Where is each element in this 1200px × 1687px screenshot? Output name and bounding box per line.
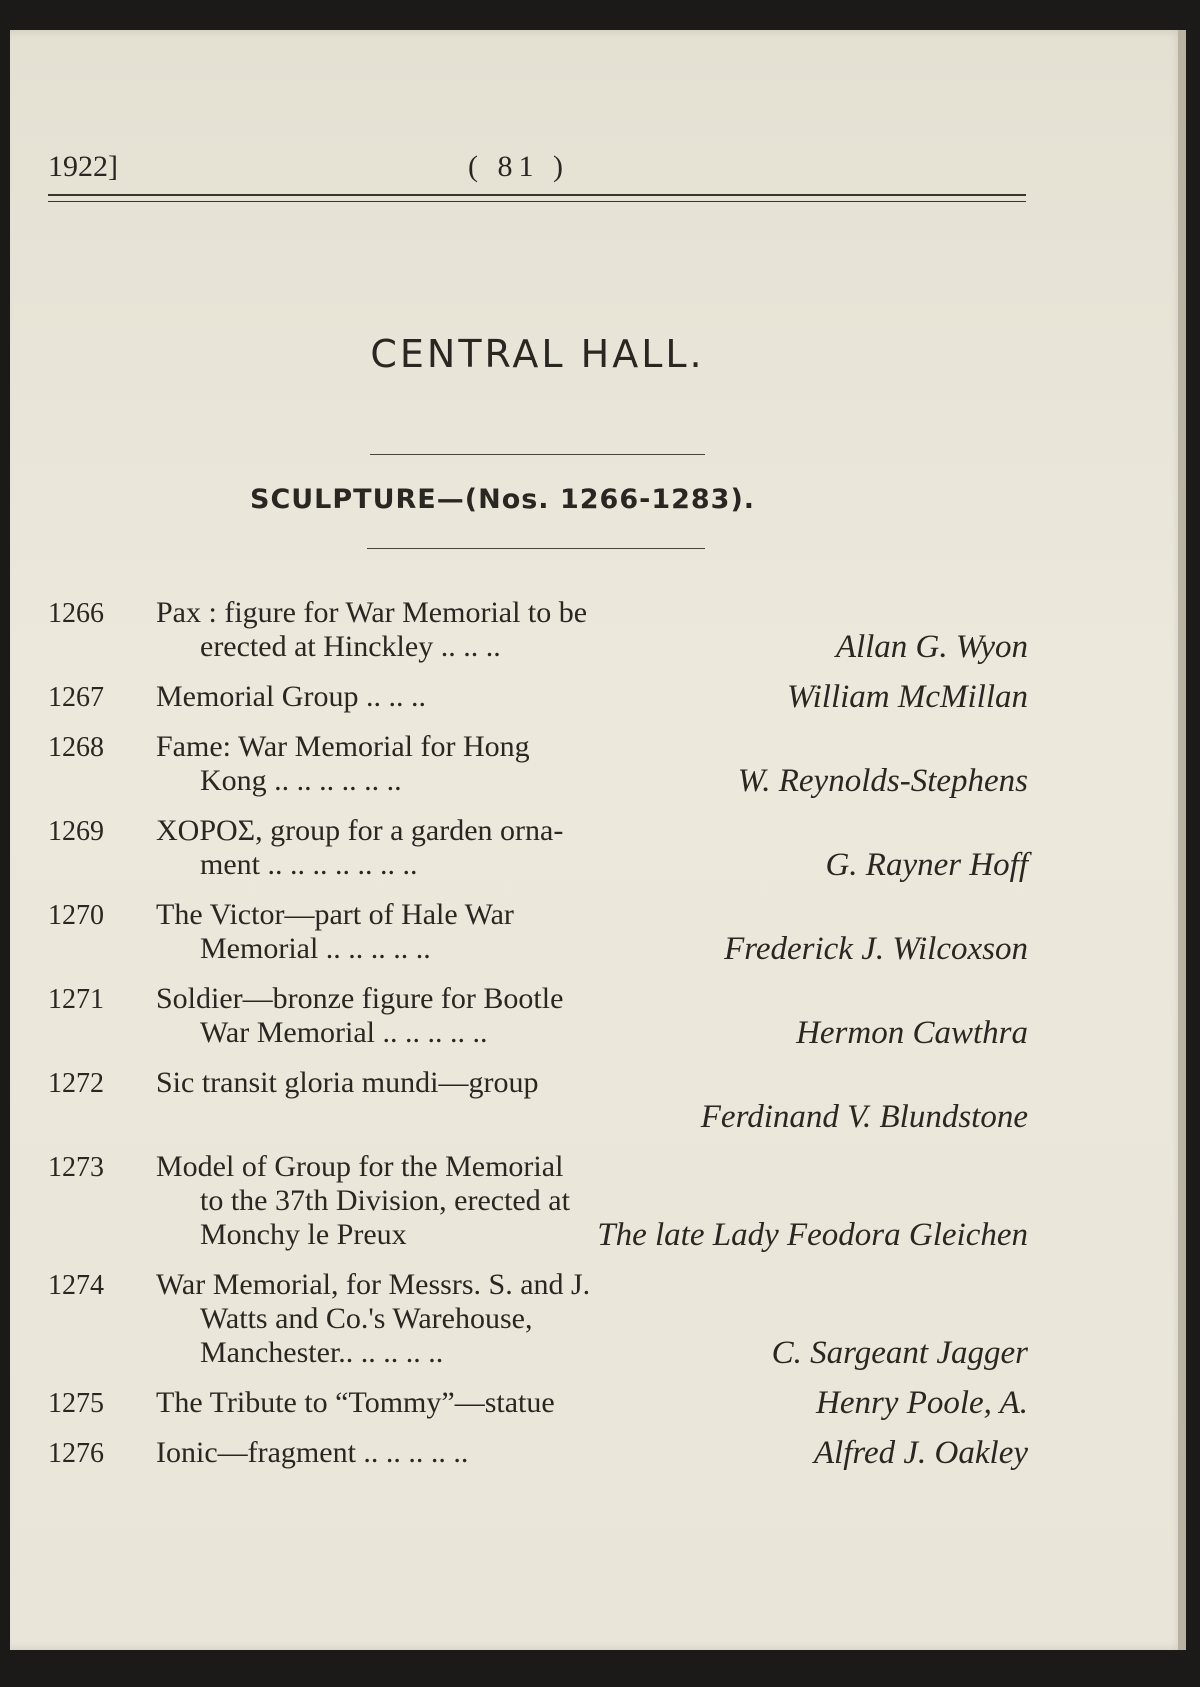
- catalogue-entry: [48, 898, 1028, 966]
- entry-description: [156, 1436, 726, 1470]
- page-number: ( 81 ): [468, 150, 569, 183]
- entry-number: 1273: [48, 1152, 104, 1183]
- entry-line: ment .. .. .. .. .. .. ..: [200, 848, 418, 881]
- entry-line: Soldier—bronze figure for Bootle: [156, 982, 564, 1015]
- entry-description: [156, 982, 726, 1050]
- entry-description: [156, 730, 726, 798]
- entry-number: 1269: [48, 816, 104, 847]
- entry-line: Monchy le Preux: [200, 1218, 407, 1251]
- entry-artist: C. Sargeant Jagger: [771, 1335, 1028, 1371]
- page-edge: [1178, 30, 1186, 1650]
- entry-description: [156, 596, 726, 664]
- entry-description: [156, 814, 726, 882]
- entry-line: Model of Group for the Memorial: [156, 1150, 564, 1183]
- entry-description: [156, 680, 726, 714]
- catalogue-entry: [48, 1066, 1028, 1134]
- entry-artist: Alfred J. Oakley: [813, 1435, 1028, 1471]
- entry-artist: W. Reynolds-Stephens: [737, 763, 1028, 799]
- entry-number: 1271: [48, 984, 104, 1015]
- catalogue-entry: [48, 982, 1028, 1050]
- entry-line: Ionic—fragment .. .. .. .. ..: [156, 1436, 469, 1469]
- catalogue-entry: [48, 1386, 1028, 1420]
- entry-number: 1275: [48, 1388, 104, 1419]
- catalogue-entry: [48, 596, 1028, 664]
- entry-artist: Allan G. Wyon: [835, 629, 1028, 665]
- entry-description: [156, 1386, 726, 1420]
- entry-line: ΧΟΡΟΣ, group for a garden orna-: [156, 814, 564, 847]
- entry-artist: Frederick J. Wilcoxson: [724, 931, 1028, 967]
- entry-description: [156, 1066, 726, 1100]
- catalogue-entry: [48, 730, 1028, 798]
- catalogue-entry: [48, 1150, 1028, 1252]
- entry-line: to the 37th Division, erected at: [200, 1184, 570, 1217]
- entry-artist: Henry Poole, A.: [815, 1385, 1028, 1421]
- entry-number: 1276: [48, 1438, 104, 1469]
- entry-number: 1274: [48, 1270, 104, 1301]
- catalogue-entry: [48, 814, 1028, 882]
- catalogue-list: [48, 596, 1028, 1486]
- running-head-year: 1922]: [48, 150, 118, 183]
- entry-number: 1272: [48, 1068, 104, 1099]
- catalogue-entry: [48, 1436, 1028, 1470]
- entry-number: 1266: [48, 598, 104, 629]
- entry-line: The Victor—part of Hale War: [156, 898, 514, 931]
- entry-line: Fame: War Memorial for Hong: [156, 730, 530, 763]
- entry-line: Memorial Group .. .. ..: [156, 680, 426, 713]
- entry-number: 1267: [48, 682, 104, 713]
- entry-artist: Hermon Cawthra: [796, 1015, 1028, 1051]
- entry-description: [156, 898, 726, 966]
- entry-line: War Memorial, for Messrs. S. and J.: [156, 1268, 591, 1301]
- entry-line: Watts and Co.'s Warehouse,: [200, 1302, 533, 1335]
- catalogue-entry: [48, 1268, 1028, 1370]
- entry-line: Sic transit gloria mundi—group: [156, 1066, 539, 1099]
- section-rule-top: [370, 454, 705, 455]
- entry-artist: G. Rayner Hoff: [825, 847, 1028, 883]
- section-heading: SCULPTURE—(Nos. 1266-1283).: [250, 484, 756, 515]
- entry-artist: William McMillan: [786, 679, 1028, 715]
- entry-line: The Tribute to “Tommy”—statue: [156, 1386, 555, 1419]
- entry-line: Pax : figure for War Memorial to be: [156, 596, 588, 629]
- header-rule-thin: [48, 201, 1026, 202]
- entry-number: 1270: [48, 900, 104, 931]
- entry-line: Manchester.. .. .. .. ..: [200, 1336, 444, 1369]
- entry-line: erected at Hinckley .. .. ..: [200, 630, 501, 663]
- entry-line: Memorial .. .. .. .. ..: [200, 932, 431, 965]
- page-title: CENTRAL HALL.: [370, 332, 705, 376]
- section-rule-bottom: [367, 548, 705, 549]
- header-rule: [48, 194, 1026, 196]
- entry-number: 1268: [48, 732, 104, 763]
- catalogue-entry: [48, 680, 1028, 714]
- entry-line: War Memorial .. .. .. .. ..: [200, 1016, 488, 1049]
- entry-line: Kong .. .. .. .. .. ..: [200, 764, 402, 797]
- entry-description: [156, 1268, 726, 1370]
- entry-artist: Ferdinand V. Blundstone: [700, 1099, 1028, 1135]
- entry-artist: The late Lady Feodora Gleichen: [597, 1217, 1028, 1253]
